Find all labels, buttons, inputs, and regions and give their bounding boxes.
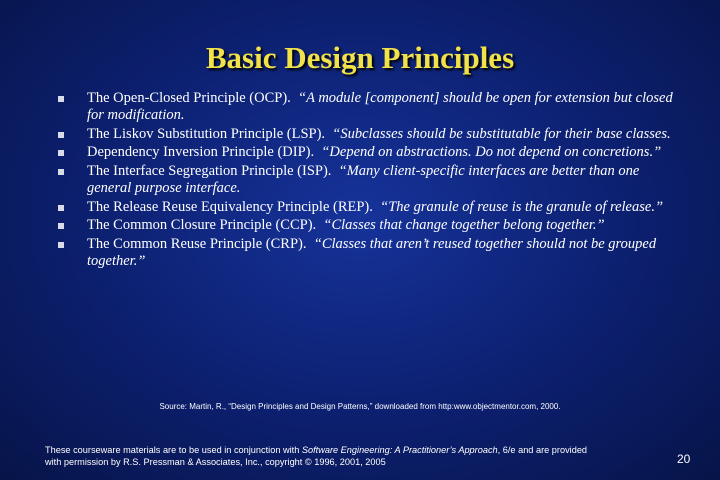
copyright-footer (45, 445, 645, 468)
principle-name: The Open-Closed Principle (OCP). (87, 90, 291, 106)
principle-name: The Release Reuse Equivalency Principle (REP). (87, 198, 373, 215)
slide-title: Basic Design Principles (205, 40, 515, 75)
page-number: 20 (677, 452, 691, 466)
principle-quote: “Depend on abstractions. Do not depend on concretions.” (321, 144, 662, 161)
principle-quote: “Classes that aren’t reused together should not be grouped together.” (87, 235, 657, 269)
square-bullet-icon (58, 223, 64, 229)
principle-name: The Liskov Substitution Principle (LSP). (87, 125, 326, 142)
bullet-crp (58, 236, 678, 271)
bullet-isp (58, 163, 678, 198)
footer-text: , 6/e and are provided (497, 445, 588, 455)
square-bullet-icon (58, 150, 64, 156)
square-bullet-icon (58, 169, 64, 175)
book-title: Software Engineering: A Practitioner’s Approach (301, 445, 498, 455)
principle-name: The Interface Segregation Principle (ISP). (87, 162, 332, 179)
bullet-dip (58, 144, 678, 161)
footer-line-2: with permission by R.S. Pressman & Associates, Inc., copyright © 1996, 2001, 2005 (45, 456, 386, 467)
footer-text: These courseware materials are to be used in conjunction with (45, 445, 302, 455)
principle-name: Dependency Inversion Principle (DIP). (87, 144, 315, 161)
square-bullet-icon (58, 242, 64, 248)
principle-quote: “The granule of reuse is the granule of release.” (380, 198, 664, 215)
bullet-ccp (58, 217, 678, 234)
principle-quote: “A module [component] should be open for extension but closed for modification. (87, 90, 673, 124)
square-bullet-icon (58, 96, 64, 102)
bullet-lsp (58, 126, 678, 143)
square-bullet-icon (58, 132, 64, 138)
footer-line-1 (45, 445, 645, 457)
square-bullet-icon (58, 205, 64, 211)
source-citation: Source: Martin, R., “Design Principles and Design Patterns,” downloaded from http:www.objectmentor.com, 2000. (159, 402, 561, 411)
bullet-ocp (58, 90, 678, 125)
principles-list (58, 90, 678, 271)
bullet-rep (58, 199, 678, 216)
principle-name: The Common Closure Principle (CCP). (87, 217, 317, 234)
principle-quote: “Many client-specific interfaces are better than one general purpose interface. (87, 162, 640, 197)
principle-quote: “Subclasses should be substitutable for their base classes. (332, 125, 671, 142)
principle-name: The Common Reuse Principle (CRP). (87, 235, 307, 252)
principle-quote: “Classes that change together belong together.” (323, 217, 605, 234)
